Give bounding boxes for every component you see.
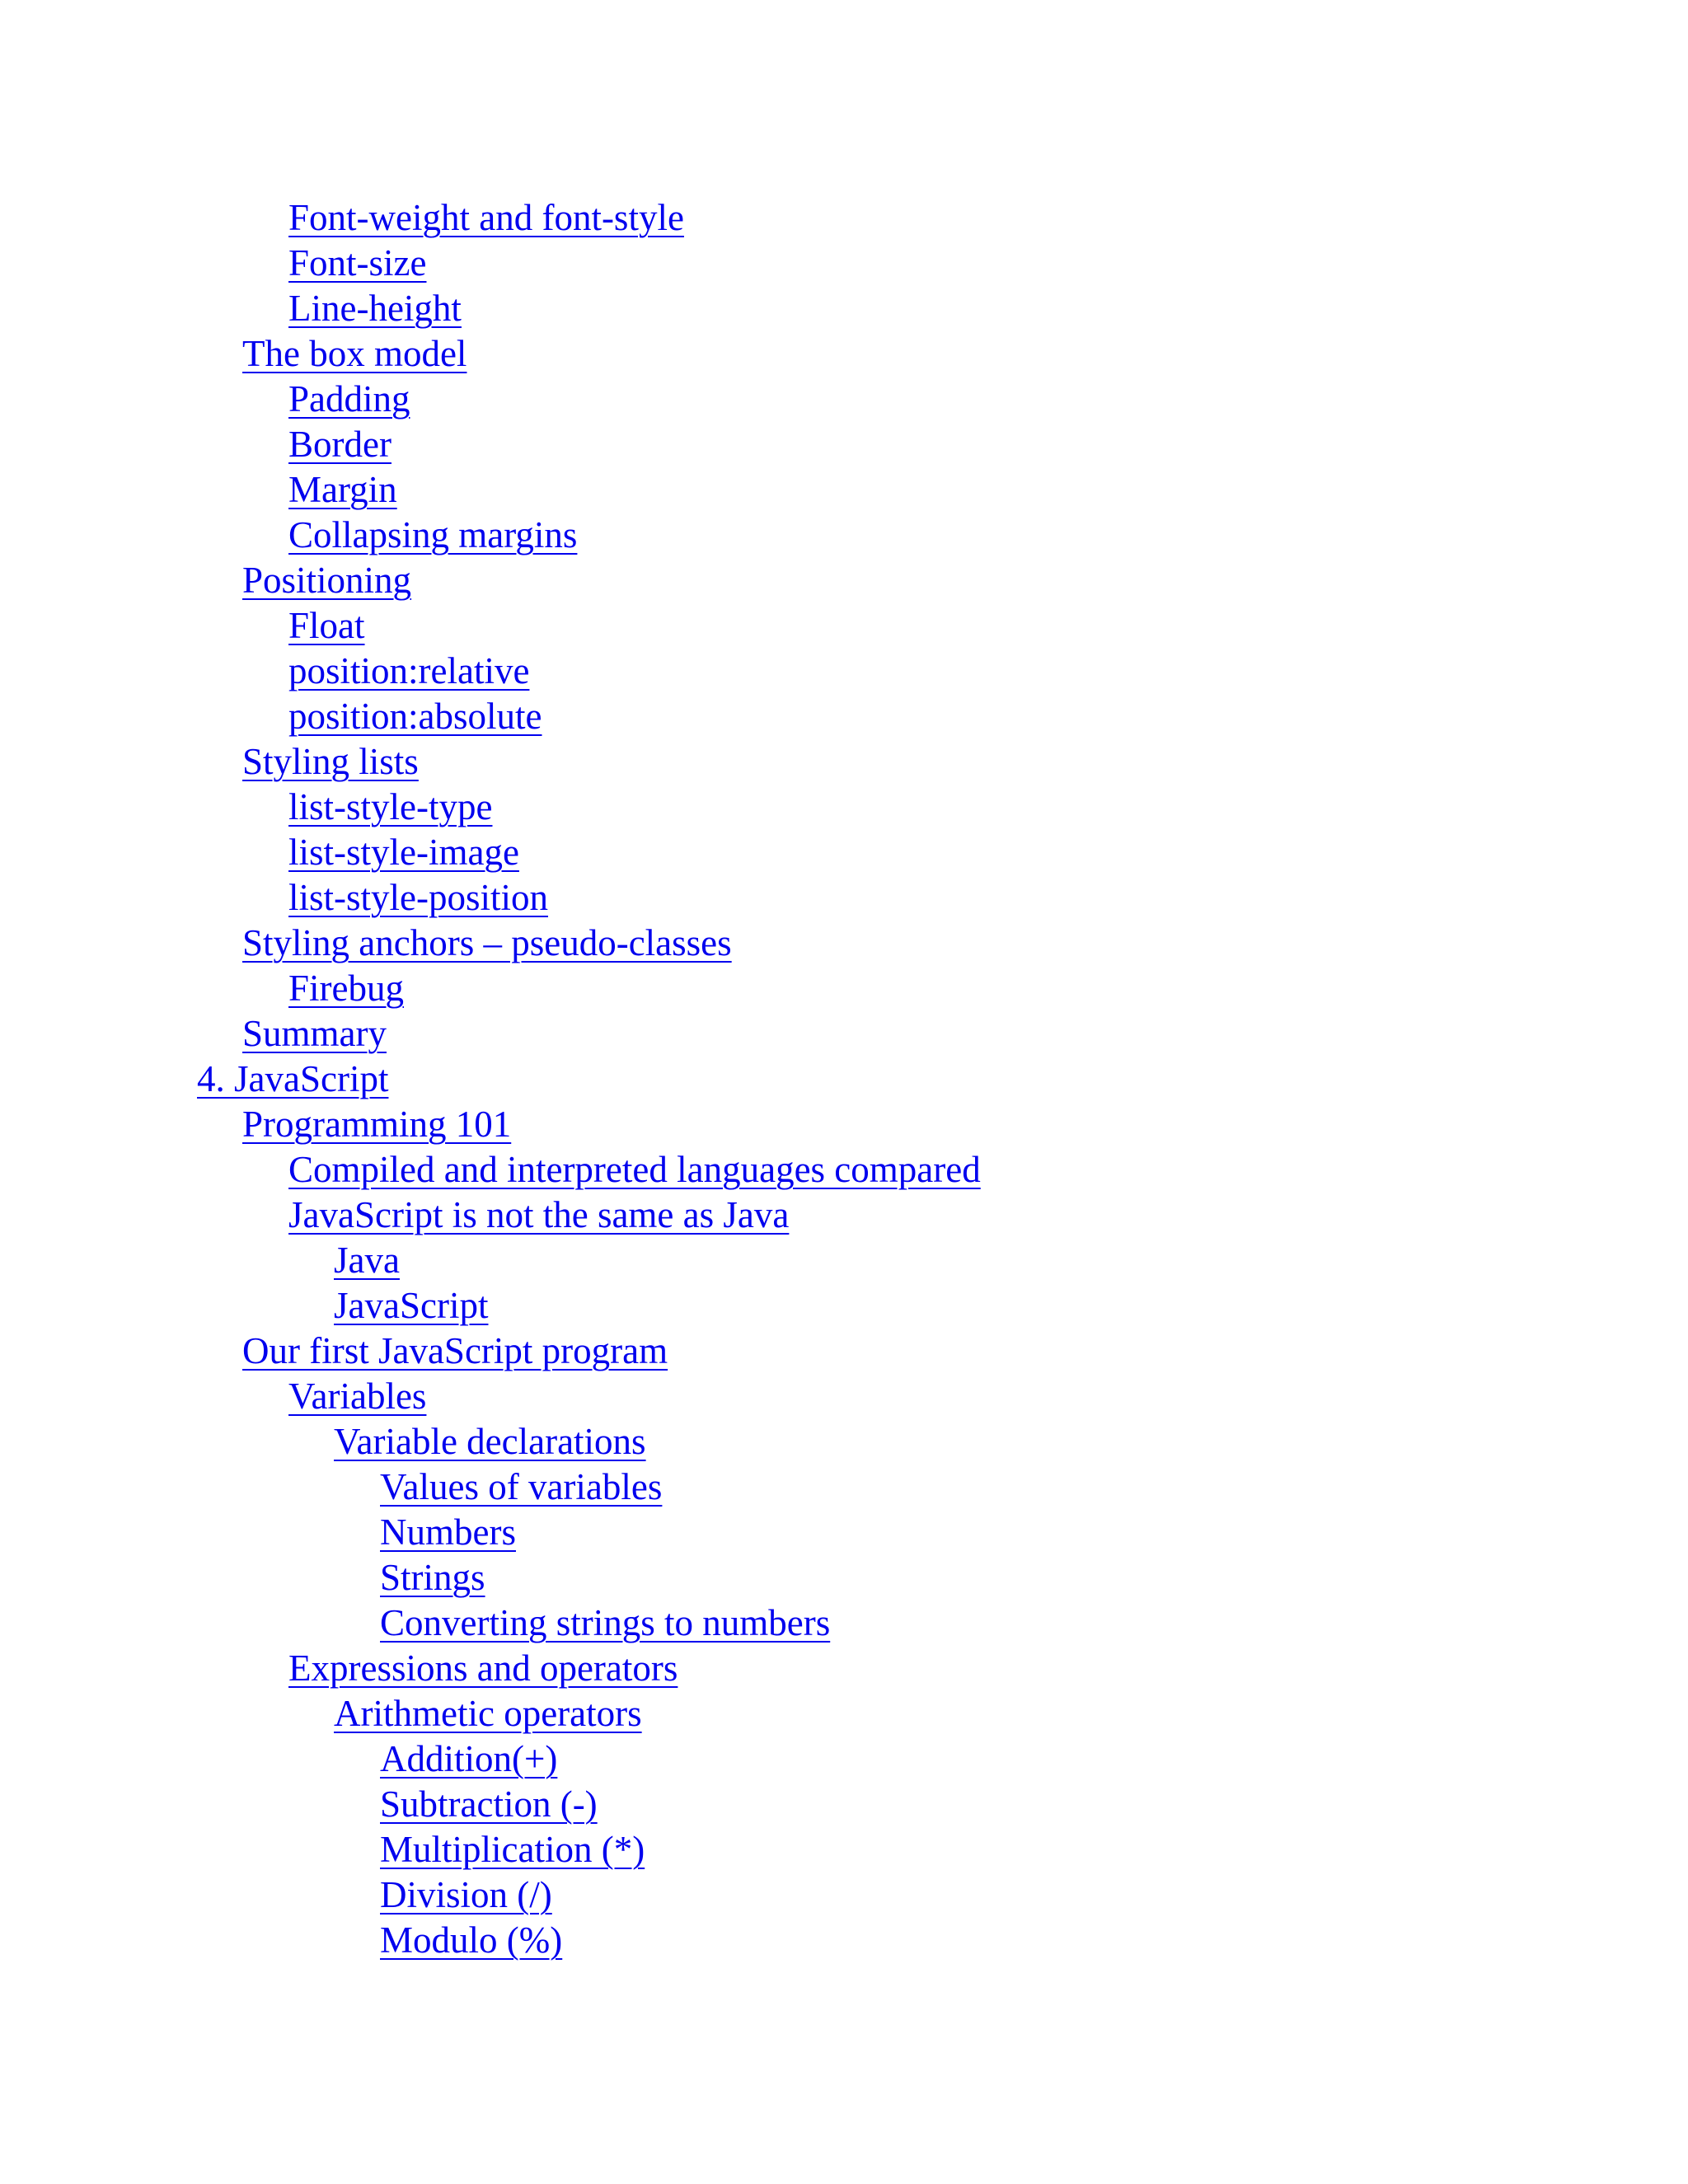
toc-entry — [0, 649, 1688, 694]
toc-link[interactable]: Font-size — [288, 242, 427, 284]
toc-entry — [0, 1283, 1688, 1329]
toc-link[interactable]: position:absolute — [288, 696, 542, 737]
toc-entry — [0, 1238, 1688, 1283]
toc-entry — [0, 830, 1688, 875]
toc-entry — [0, 1011, 1688, 1057]
toc-link[interactable]: Padding — [288, 378, 410, 419]
toc-link[interactable]: Line-height — [288, 288, 462, 329]
toc-entry — [0, 1193, 1688, 1238]
toc-entry — [0, 1918, 1688, 1963]
toc-link[interactable]: Float — [288, 605, 365, 646]
toc-entry — [0, 694, 1688, 739]
toc-link[interactable]: list-style-position — [288, 877, 548, 918]
toc-link[interactable]: Expressions and operators — [288, 1647, 678, 1689]
toc-link[interactable]: Modulo (%) — [380, 1919, 563, 1961]
toc-entry — [0, 1147, 1688, 1193]
toc-link[interactable]: list-style-image — [288, 832, 519, 873]
toc-link[interactable]: Subtraction (-) — [380, 1783, 598, 1825]
toc-entry — [0, 603, 1688, 649]
toc-link[interactable]: Our first JavaScript program — [242, 1330, 668, 1371]
toc-entry — [0, 1872, 1688, 1918]
toc-entry — [0, 1691, 1688, 1736]
toc-entry — [0, 195, 1688, 241]
toc-link[interactable]: Summary — [242, 1013, 387, 1054]
toc-entry — [0, 1736, 1688, 1782]
toc-entry — [0, 966, 1688, 1011]
toc-entry — [0, 1057, 1688, 1102]
toc-link[interactable]: position:relative — [288, 650, 530, 691]
toc-link[interactable]: Compiled and interpreted languages compared — [288, 1149, 981, 1190]
toc-link[interactable]: Converting strings to numbers — [380, 1602, 831, 1643]
toc-entry — [0, 1827, 1688, 1872]
toc-link[interactable]: JavaScript — [334, 1285, 489, 1326]
toc-entry — [0, 1555, 1688, 1601]
toc-entry — [0, 1329, 1688, 1374]
toc-link[interactable]: Firebug — [288, 968, 404, 1009]
table-of-contents — [0, 195, 1688, 1963]
toc-link[interactable]: Positioning — [242, 560, 412, 601]
toc-link[interactable]: Strings — [380, 1557, 485, 1598]
toc-entry — [0, 739, 1688, 785]
toc-entry — [0, 241, 1688, 286]
toc-entry — [0, 875, 1688, 921]
toc-link[interactable]: Arithmetic operators — [334, 1693, 642, 1734]
toc-entry — [0, 422, 1688, 467]
toc-entry — [0, 785, 1688, 830]
toc-link[interactable]: Margin — [288, 469, 397, 510]
toc-link[interactable]: Java — [334, 1240, 400, 1281]
toc-entry — [0, 1102, 1688, 1147]
toc-link[interactable]: list-style-type — [288, 786, 493, 827]
toc-entry — [0, 1510, 1688, 1555]
toc-entry — [0, 1646, 1688, 1691]
toc-entry — [0, 467, 1688, 513]
toc-link[interactable]: Numbers — [380, 1511, 516, 1553]
toc-link[interactable]: Addition(+) — [380, 1738, 558, 1779]
toc-entry — [0, 286, 1688, 331]
toc-entry — [0, 921, 1688, 966]
toc-entry — [0, 1465, 1688, 1510]
toc-link[interactable]: JavaScript is not the same as Java — [288, 1194, 790, 1235]
toc-entry — [0, 558, 1688, 603]
toc-link[interactable]: Variable declarations — [334, 1421, 646, 1462]
toc-link[interactable]: Multiplication (*) — [380, 1829, 645, 1870]
toc-entry — [0, 331, 1688, 377]
toc-link[interactable]: Styling lists — [242, 741, 419, 782]
toc-entry — [0, 377, 1688, 422]
toc-link[interactable]: Division (/) — [380, 1874, 552, 1915]
toc-entry — [0, 513, 1688, 558]
toc-link[interactable]: Values of variables — [380, 1466, 663, 1507]
toc-link[interactable]: Font-weight and font-style — [288, 197, 684, 238]
toc-link[interactable]: Border — [288, 424, 392, 465]
toc-link[interactable]: Programming 101 — [242, 1104, 512, 1145]
toc-entry — [0, 1419, 1688, 1465]
toc-entry — [0, 1601, 1688, 1646]
toc-entry — [0, 1782, 1688, 1827]
toc-link[interactable]: The box model — [242, 333, 467, 374]
toc-entry — [0, 1374, 1688, 1419]
toc-link[interactable]: Collapsing margins — [288, 514, 578, 555]
toc-link[interactable]: 4. JavaScript — [197, 1058, 389, 1099]
toc-link[interactable]: Variables — [288, 1376, 427, 1417]
toc-link[interactable]: Styling anchors – pseudo-classes — [242, 922, 732, 963]
